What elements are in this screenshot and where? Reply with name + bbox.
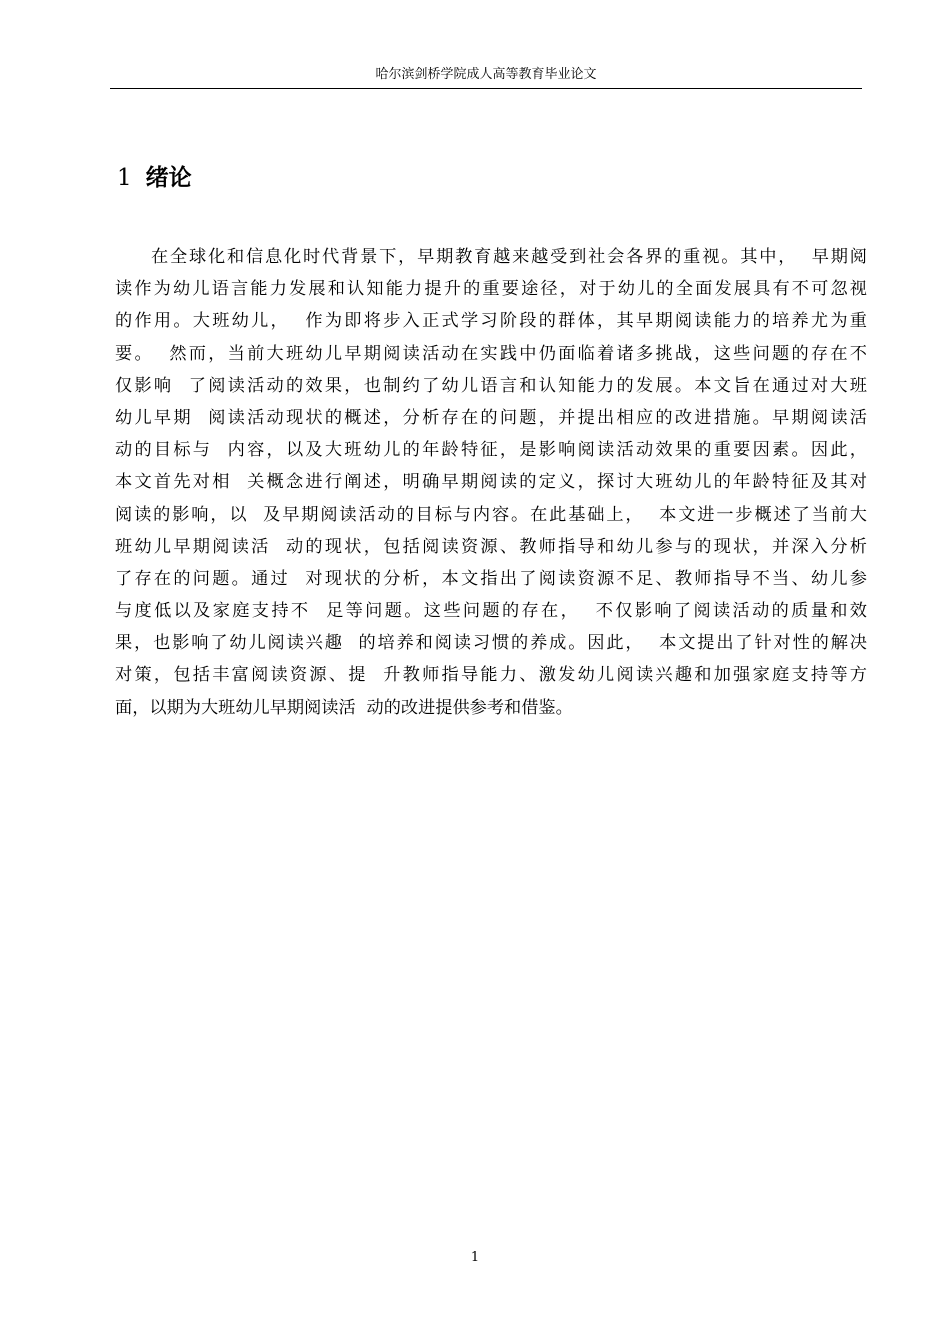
body-paragraph [115, 241, 867, 724]
chapter-title: 绪论 [145, 164, 192, 191]
paragraph-line: 了存在的问题。通过 对现状的分析，本文指出了阅读资源不足、教师指导不当、幼儿参 [115, 568, 867, 589]
paragraph-line: 与度低以及家庭支持不 足等问题。这些问题的存在， 不仅影响了阅读活动的质量和效 [115, 601, 867, 622]
page-number: 1 [470, 1250, 480, 1265]
paragraph-line: 仅影响 了阅读活动的效果，也制约了幼儿语言和认知能力的发展。本文旨在通过对大班 [115, 375, 867, 396]
page-header: 哈尔滨剑桥学院成人高等教育毕业论文 [375, 67, 597, 82]
paragraph-line: 要。 然而，当前大班幼儿早期阅读活动在实践中仍面临着诸多挑战，这些问题的存在不 [115, 343, 867, 364]
paragraph-line: 动的目标与 内容，以及大班幼儿的年龄特征，是影响阅读活动效果的重要因素。因此， [115, 440, 867, 461]
chapter-heading [117, 162, 192, 194]
paragraph-line: 在全球化和信息化时代背景下，早期教育越来越受到社会各界的重视。其中， 早期阅 [151, 247, 867, 267]
paragraph-line: 读作为幼儿语言能力发展和认知能力提升的重要途径，对于幼儿的全面发展具有不可忽视 [115, 279, 867, 300]
paragraph-line: 的作用。大班幼儿， 作为即将步入正式学习阶段的群体，其早期阅读能力的培养尤为重 [115, 311, 867, 332]
paragraph-line: 幼儿早期 阅读活动现状的概述，分析存在的问题，并提出相应的改进措施。早期阅读活 [115, 407, 867, 428]
paragraph-line: 班幼儿早期阅读活 动的现状，包括阅读资源、教师指导和幼儿参与的现状，并深入分析 [115, 536, 867, 557]
chapter-number: 1 [117, 165, 132, 191]
paragraph-line: 面，以期为大班幼儿早期阅读活 动的改进提供参考和借鉴。 [115, 697, 573, 718]
paragraph-line: 阅读的影响，以 及早期阅读活动的目标与内容。在此基础上， 本文进一步概述了当前大 [115, 504, 867, 525]
paragraph-line: 本文首先对相 关概念进行阐述，明确早期阅读的定义，探讨大班幼儿的年龄特征及其对 [115, 472, 867, 493]
paragraph-line: 果，也影响了幼儿阅读兴趣 的培养和阅读习惯的养成。因此， 本文提出了针对性的解决 [115, 633, 867, 654]
header-rule [110, 88, 862, 89]
paragraph-line: 对策，包括丰富阅读资源、提 升教师指导能力、激发幼儿阅读兴趣和加强家庭支持等方 [115, 665, 867, 686]
